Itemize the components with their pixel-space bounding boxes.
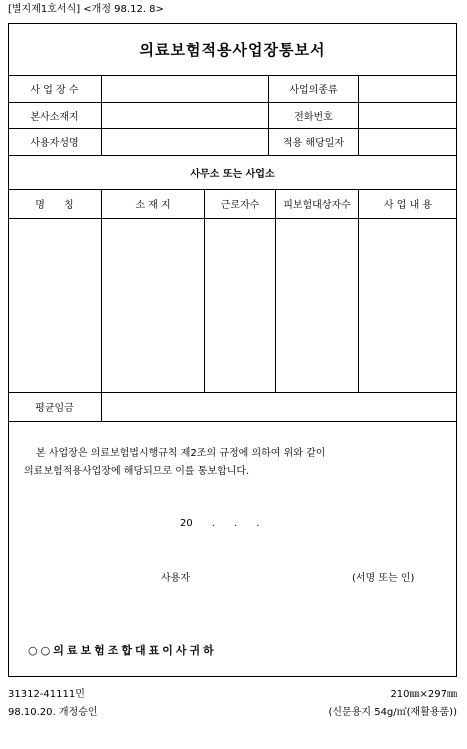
form-label: [별지제1호서식] <개정 98.12. 8> (8, 4, 164, 15)
list-cell-name[interactable] (9, 219, 101, 392)
footer-paper-size: 210㎜×297㎜ (390, 689, 457, 700)
field-employer-name[interactable] (102, 129, 268, 155)
column-insured-count: 피보험대상자수 (283, 200, 351, 211)
field-business-type[interactable] (359, 76, 456, 102)
form-title: 의료보험적용사업장통보서 (139, 40, 326, 59)
list-cell-business-content[interactable] (359, 219, 456, 392)
date-line: 20 . . . (180, 518, 260, 529)
footer-paper-type: (신문용지 54g/㎡(재활용품)) (328, 707, 457, 718)
statement-line-2: 의료보험적용사업장에 해당되므로 이를 통보합니다. (24, 466, 250, 477)
employer-label: 사용자 (161, 573, 190, 584)
section-title: 사무소 또는 사업소 (190, 168, 275, 180)
label-applicable-date: 적용 해당일자 (282, 138, 345, 149)
field-workplace-count[interactable] (102, 76, 268, 102)
field-hq-address[interactable] (102, 103, 268, 128)
list-cell-insured-count[interactable] (276, 219, 358, 392)
signature-label: (서명 또는 인) (352, 573, 415, 584)
statement-line-1: 본 사업장은 의료보험법시행규칙 제2조의 규정에 의하여 위와 같이 (36, 448, 326, 459)
label-business-type: 사업의종류 (289, 85, 338, 96)
label-workplace-count: 사 업 장 수 (30, 85, 79, 96)
list-cell-worker-count[interactable] (205, 219, 275, 392)
footer-approval: 98.10.20. 개정승인 (8, 707, 98, 718)
list-cell-location[interactable] (102, 219, 204, 392)
label-phone: 전화번호 (294, 111, 333, 123)
field-phone[interactable] (359, 103, 456, 128)
footer-form-number: 31312-41111민 (8, 689, 85, 700)
field-applicable-date[interactable] (359, 129, 456, 155)
label-hq-address: 본사소재지 (30, 111, 79, 123)
addressee: ○○의료보험조합대표이사귀하 (28, 644, 217, 657)
column-name: 명 칭 (35, 200, 74, 211)
column-worker-count: 근로자수 (220, 200, 260, 211)
label-employer-name: 사용자성명 (30, 138, 79, 149)
rule-wage-bottom (8, 421, 457, 422)
field-average-wage[interactable] (102, 393, 456, 421)
column-business-content: 사 업 내 용 (383, 200, 433, 211)
column-location: 소 재 지 (135, 200, 171, 211)
label-average-wage: 평균임금 (35, 403, 74, 414)
